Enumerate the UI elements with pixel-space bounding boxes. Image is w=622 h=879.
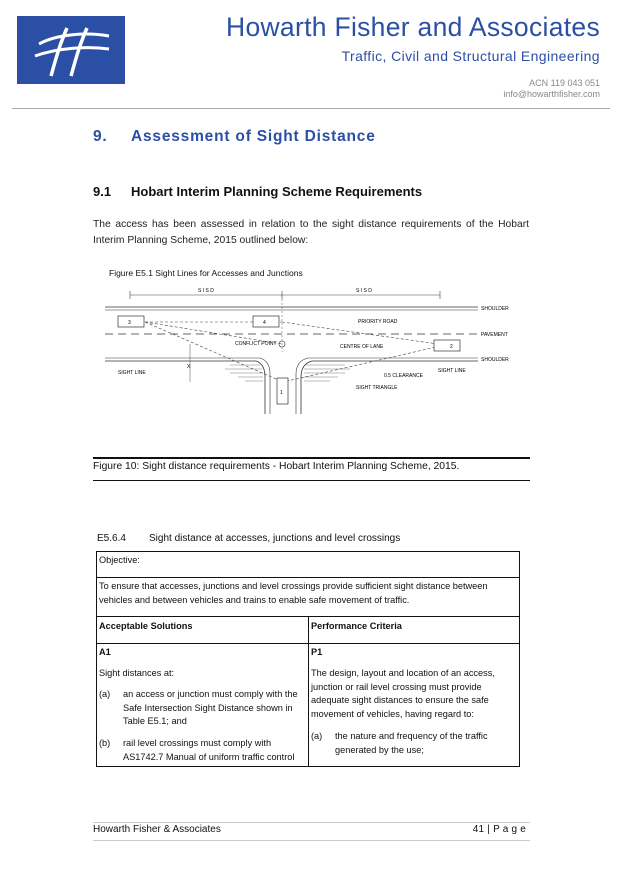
a1-intro: Sight distances at: <box>99 668 175 678</box>
clearance-label: 0.5 CLEARANCE <box>384 373 423 379</box>
subsection-number: 9.1 <box>93 184 112 199</box>
p1-item-text: the nature and frequency of the traffic generated by the use; <box>335 731 488 755</box>
performance-criteria-header: Performance Criteria <box>311 621 402 631</box>
acceptable-solutions-header: Acceptable Solutions <box>99 621 193 631</box>
subsection-heading <box>93 184 422 199</box>
footer-company: Howarth Fisher & Associates <box>93 824 221 835</box>
sisd-right-label: S I S D <box>356 288 372 294</box>
figure-title: Figure E5.1 Sight Lines for Accesses and Junctions <box>109 268 303 278</box>
section-number: 9. <box>93 128 108 145</box>
sight-line-right-label: SIGHT LINE <box>438 368 466 374</box>
shoulder-top-label: SHOULDER <box>481 306 509 312</box>
table-column-divider <box>308 616 309 766</box>
section-title: Assessment of Sight Distance <box>131 128 376 145</box>
hf-monogram-logo-icon <box>17 16 125 84</box>
subsection-title: Hobart Interim Planning Scheme Requirements <box>131 184 423 199</box>
footer-top-rule <box>93 822 530 823</box>
shoulder-bottom-label: SHOULDER <box>481 357 509 363</box>
company-tagline: Traffic, Civil and Structural Engineering <box>341 48 600 64</box>
priority-road-label: PRIORITY ROAD <box>358 319 398 325</box>
p1-item-label: (a) <box>311 731 323 741</box>
a1-item-text: an access or junction must comply with the Safe Intersection Sight Distance shown in Table E5.1; and <box>123 689 298 726</box>
company-name: Howarth Fisher and Associates <box>226 12 600 42</box>
company-logo <box>17 16 125 84</box>
pavement-label: PAVEMENT <box>481 332 508 338</box>
contact-email[interactable]: info@howarthfisher.com <box>503 89 600 99</box>
clause-number: E5.6.4 <box>97 533 126 544</box>
page-number: 41 <box>472 824 485 835</box>
car-4-label: 4 <box>263 320 266 326</box>
centre-of-lane-label: CENTRE OF LANE <box>340 344 384 350</box>
page-label: P a g e <box>493 824 526 835</box>
a1-item-text: rail level crossings must comply with AS1742.7 Manual of uniform traffic control <box>123 738 295 762</box>
caption-top-rule <box>93 457 530 459</box>
a1-item-label: (b) <box>99 738 111 748</box>
car-2-label: 2 <box>450 344 453 350</box>
sight-triangle-label: SIGHT TRIANGLE <box>356 385 398 391</box>
clause-title: Sight distance at accesses, junctions and level crossings <box>149 533 401 544</box>
sight-distance-table <box>96 551 520 767</box>
section-heading <box>93 128 376 146</box>
footer-bottom-rule <box>93 840 530 841</box>
x-dimension-label: X <box>187 364 191 370</box>
clause-heading <box>97 533 400 544</box>
sight-line-left-label: SIGHT LINE <box>118 370 146 376</box>
a1-item-label: (a) <box>99 689 111 699</box>
table-rule <box>97 577 519 578</box>
intro-paragraph: The access has been assessed in relation to the sight distance requirements of the Hobart Interim Planning Scheme, 2015 outlined below: <box>93 219 529 246</box>
header-divider <box>12 108 610 109</box>
footer-page: 41 | P a g e <box>472 824 526 835</box>
conflict-point-label: CONFLICT POINT <box>235 341 277 347</box>
sisd-left-label: S I S D <box>198 288 214 294</box>
p1-intro: The design, layout and location of an access, junction or rail level crossing must provide adequate sight distances to ensure the safe movement of vehicles, having regard to: <box>311 668 495 719</box>
car-3-label: 3 <box>128 320 131 326</box>
objective-text: To ensure that accesses, junctions and level crossings provide sufficient sight distance between vehicles and between vehicles and trains to enable safe movement of traffic. <box>99 581 488 605</box>
objective-label: Objective: <box>99 555 140 565</box>
a1-label: A1 <box>99 647 111 657</box>
acn-number: ACN 119 043 051 <box>529 78 600 88</box>
figure-caption: Figure 10: Sight distance requirements - Hobart Interim Planning Scheme, 2015. <box>93 461 460 472</box>
car-1-label: 1 <box>280 390 283 396</box>
caption-bottom-rule <box>93 480 530 481</box>
p1-label: P1 <box>311 647 323 657</box>
sight-lines-diagram <box>100 282 520 422</box>
